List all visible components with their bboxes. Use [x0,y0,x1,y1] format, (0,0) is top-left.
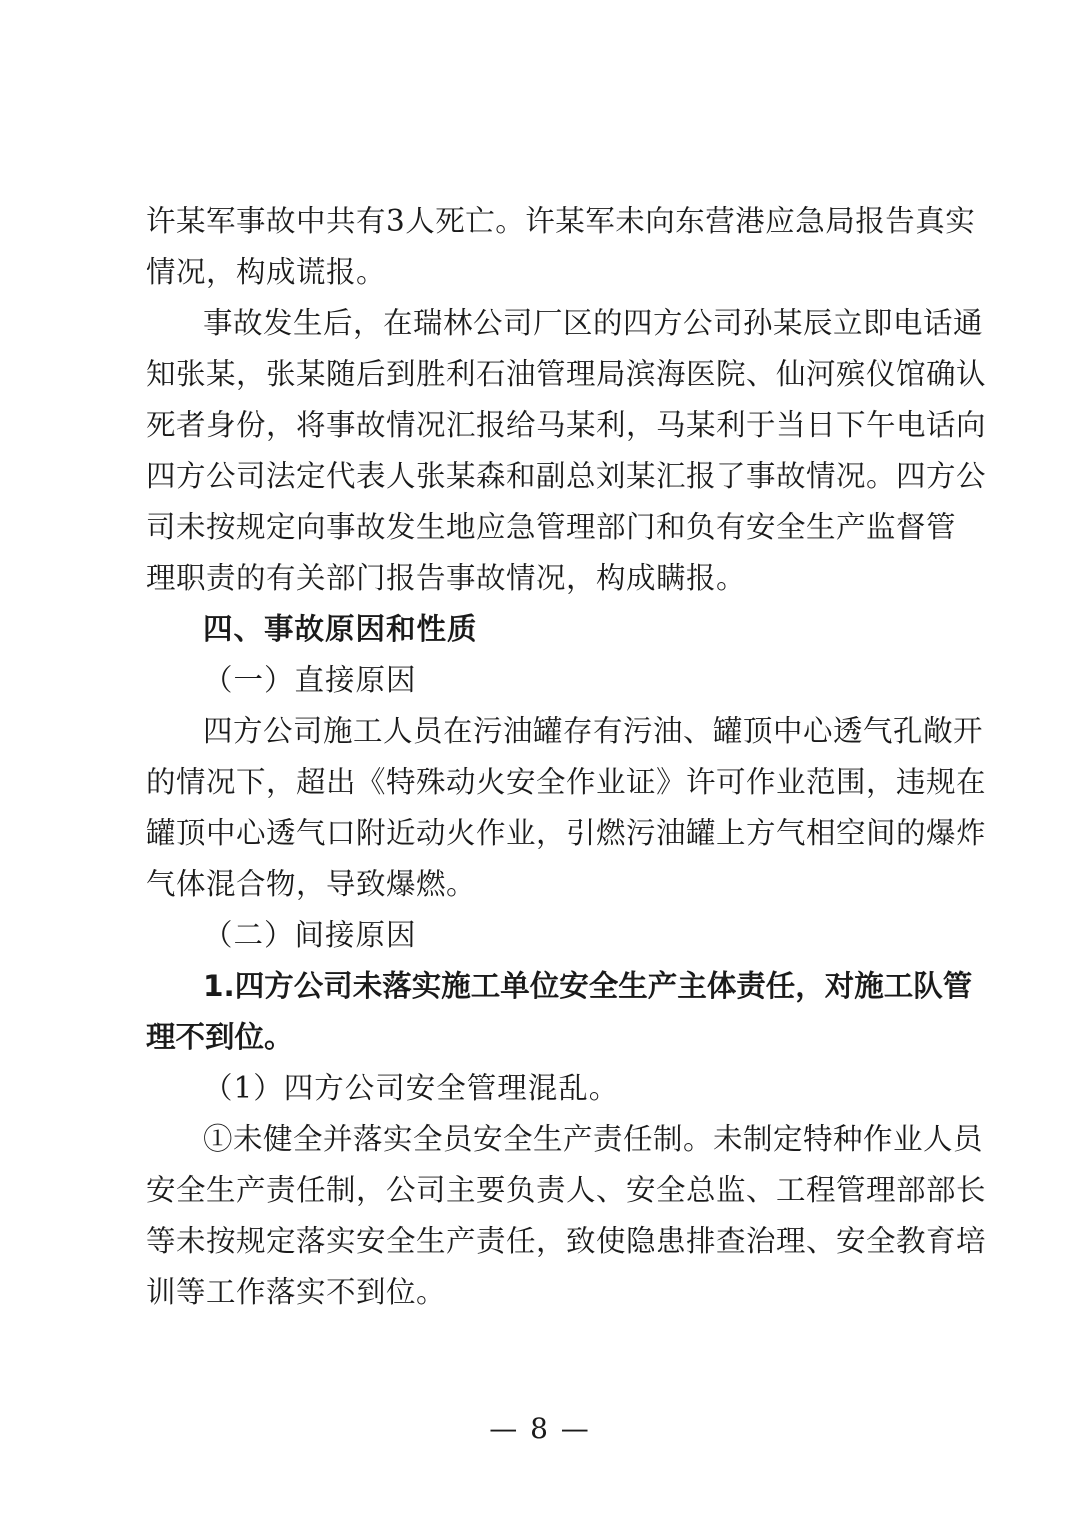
paragraph-line: 等未按规定落实安全生产责任，致使隐患排查治理、安全教育培 [146,1224,987,1258]
paragraph-line: 事故发生后，在瑞林公司厂区的四方公司孙某辰立即电话通 [203,306,984,340]
paragraph-line: 理职责的有关部门报告事故情况，构成瞒报。 [146,561,747,595]
paragraph-line: 四方公司法定代表人张某森和副总刘某汇报了事故情况。四方公 [146,459,987,493]
paragraph-line: 知张某，张某随后到胜利石油管理局滨海医院、仙河殡仪馆确认 [146,357,987,391]
sub-item-heading: （1）四方公司安全管理混乱。 [203,1071,620,1105]
paragraph-line: 的情况下，超出《特殊动火安全作业证》许可作业范围，违规在 [146,765,987,799]
paragraph-line: 许某军事故中共有3人死亡。许某军未向东营港应急局报告真实 [146,204,976,238]
paragraph-line: 罐顶中心透气口附近动火作业，引燃污油罐上方气相空间的爆炸 [146,816,987,850]
paragraph-line: ①未健全并落实全员安全生产责任制。未制定特种作业人员 [203,1122,984,1156]
paragraph-line: 情况，构成谎报。 [146,255,387,289]
subsection-heading: （二）间接原因 [203,918,417,952]
paragraph-line: 司未按规定向事故发生地应急管理部门和负有安全生产监督管 [146,510,957,544]
paragraph-line: 死者身份，将事故情况汇报给马某利，马某利于当日下午电话向 [146,408,987,442]
subsection-heading: （一）直接原因 [203,663,417,697]
section-heading: 四、事故原因和性质 [203,612,478,646]
page-number: — 8 — [489,1412,591,1445]
paragraph-line: 安全生产责任制，公司主要负责人、安全总监、工程管理部部长 [146,1173,987,1207]
paragraph-line: 四方公司施工人员在污油罐存有污油、罐顶中心透气孔敞开 [203,714,984,748]
paragraph-line: 气体混合物，导致爆燃。 [146,867,477,901]
paragraph-line: 训等工作落实不到位。 [146,1275,447,1309]
item-heading: 理不到位。 [146,1020,294,1054]
item-heading: 1.四方公司未落实施工单位安全生产主体责任，对施工队管 [203,969,973,1003]
